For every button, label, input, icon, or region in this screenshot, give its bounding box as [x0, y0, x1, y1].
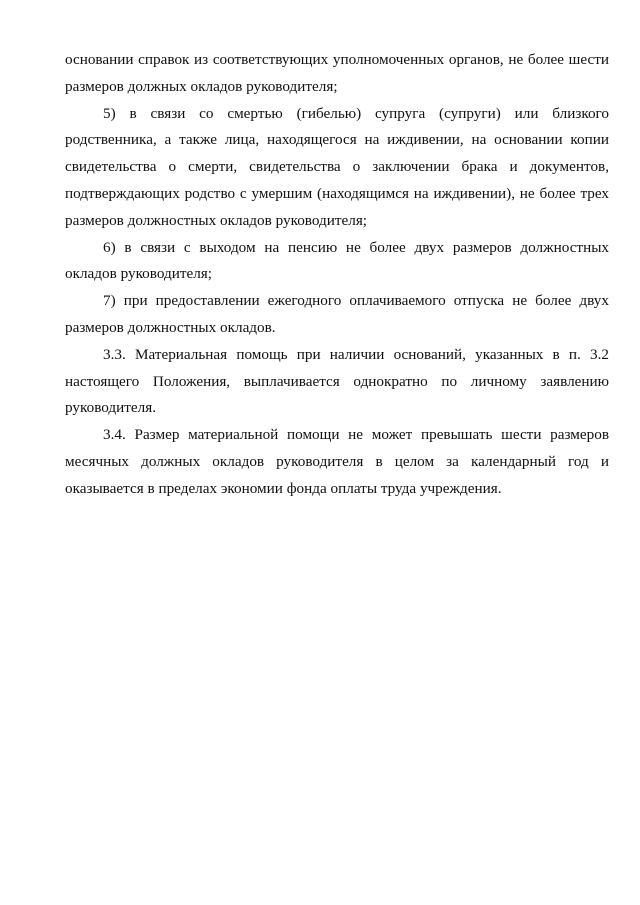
paragraph-3-3: 3.3. Материальная помощь при наличии оснований, указанных в п. 3.2 настоящего Положения, выплачивается однократно по личному заявлению руководителя. — [65, 345, 609, 417]
paragraph-item-7: 7) при предоставлении ежегодного оплачиваемого отпуска не более двух размеров должностных окладов. — [65, 292, 609, 336]
document-body — [65, 47, 609, 503]
paragraph-continuation: основании справок из соответствующих уполномоченных органов, не более шести размеров должных окладов руководителя; — [65, 51, 609, 95]
paragraph-item-6: 6) в связи с выходом на пенсию не более двух размеров должностных окладов руководителя; — [65, 238, 609, 283]
paragraph-item-5: 5) в связи со смертью (гибелью) супруга (супруги) или близкого родственника, а также лица, находящегося на иждивении, на основании копии свидетельства о смерти, свидетельства о заключении брака и документов, подтверждающих родство с умершим (находящимся на иждивении), не более трех размеров должностных окладов руководителя; — [65, 104, 609, 229]
paragraph-3-4: 3.4. Размер материальной помощи не может превышать шести размеров месячных должных окладов руководителя в целом за календарный год и оказывается в пределах экономии фонда оплаты труда учреждения. — [65, 426, 609, 497]
